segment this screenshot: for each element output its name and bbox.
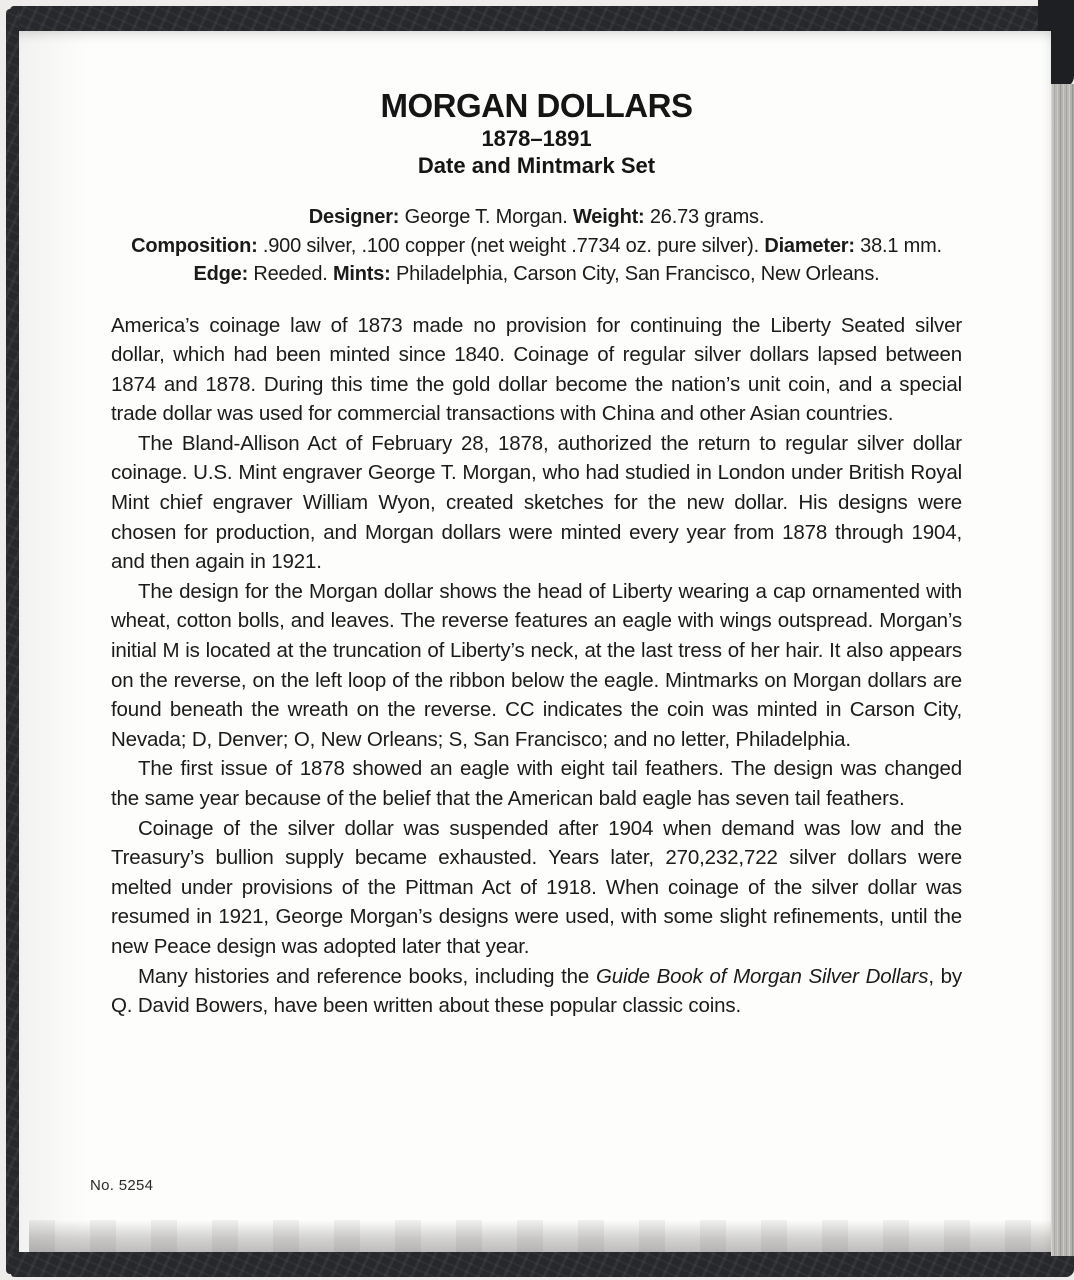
album-cover-top-edge xyxy=(10,6,1074,31)
paragraph: America’s coinage law of 1873 made no provision for continuing the Liberty Seated silver dollar, which had been minted since 1840. Coinage of regular silver dollars lapsed between 1874 and 1878. During this time the gold dollar become the nation’s unit coin, and a special trade dollar was used for commercial transactions with China and other Asian countries. xyxy=(111,313,962,426)
page-title: MORGAN DOLLARS xyxy=(380,87,693,124)
spec-line: Edge: Reeded. Mints: Philadelphia, Carson City, San Francisco, New Orleans. xyxy=(193,263,880,285)
album-cover-left-edge xyxy=(6,9,19,1274)
page-subtitle-set: Date and Mintmark Set xyxy=(417,153,656,178)
page-header xyxy=(111,87,962,179)
album-page xyxy=(19,31,1051,1252)
paragraph: Many histories and reference books, including the Guide Book of Morgan Silver Dollars, by Q. David Bowers, have been written about these popular classic coins. xyxy=(111,964,962,1018)
paragraph: Coinage of the silver dollar was suspended after 1904 when demand was low and the Treasury’s bullion supply became exhausted. Years later, 270,232,722 silver dollars were melted under provisions of the Pittman Act of 1918. When coinage of the silver dollar was resumed in 1921, George Morgan’s designs were used, with some slight refinements, until the new Peace design was adopted later that year. xyxy=(111,816,962,958)
page-content xyxy=(111,31,962,1021)
page-bottom-shadow xyxy=(29,1220,1051,1252)
page-subtitle-years: 1878–1891 xyxy=(481,126,592,151)
body-text xyxy=(111,311,962,1021)
paragraph: The design for the Morgan dollar shows the head of Liberty wearing a cap ornamented with wheat, cotton bolls, and leaves. The reverse features an eagle with wings outspread. Morgan’s initial M is located at the truncation of Liberty’s neck, at the last tress of her hair. It also appears on the reverse, on the left loop of the ribbon below the eagle. Mintmarks on Morgan dollars are found beneath the wreath on the reverse. CC indicates the coin was minted in Carson City, Nevada; D, Denver; O, New Orleans; S, San Francisco; and no letter, Philadelphia. xyxy=(111,579,962,751)
spec-line: Designer: George T. Morgan. Weight: 26.73 grams. xyxy=(308,206,765,228)
spec-line: Composition: .900 silver, .100 copper (net weight .7734 oz. pure silver). Diameter: 38.1 mm. xyxy=(131,234,942,257)
catalog-number: No. 5254 xyxy=(90,1177,154,1194)
album-cover-bottom-edge xyxy=(11,1252,1074,1277)
paragraph: The first issue of 1878 showed an eagle with eight tail feathers. The design was changed the same year because of the belief that the American bald eagle has seven tail feathers. xyxy=(111,757,962,810)
paragraph: The Bland-Allison Act of February 28, 1878, authorized the return to regular silver dollar coinage. U.S. Mint engraver George T. Morgan, who had studied in London under British Royal Mint chief engraver William Wyon, created sketches for the new dollar. His designs were chosen for production, and Morgan dollars were minted every year from 1878 through 1904, and then again in 1921. xyxy=(111,431,962,574)
page-stack-edge xyxy=(1051,84,1074,1256)
coin-specs xyxy=(111,203,962,289)
